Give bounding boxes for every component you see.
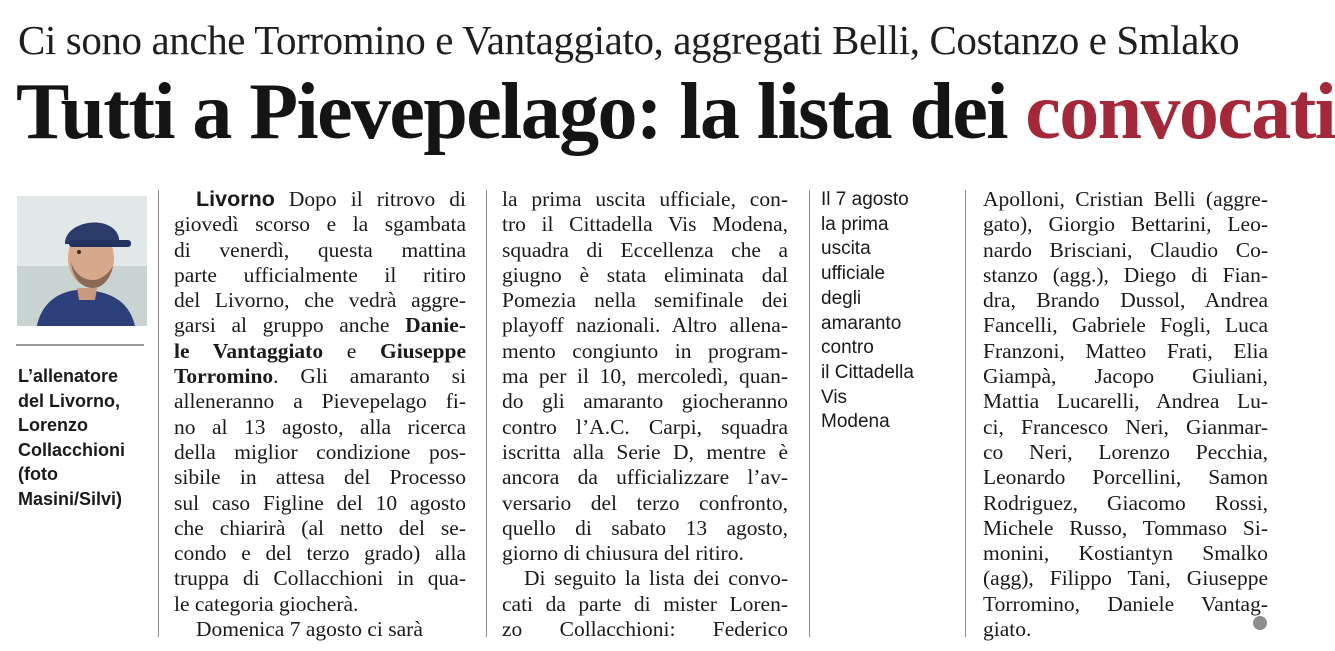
- dateline: Livorno: [196, 187, 275, 211]
- text-line: no al 13 agosto, alla ricerca: [174, 414, 466, 439]
- text-line: Torromino, Daniele Vantag-: [983, 591, 1268, 616]
- text-line: dra, Brando Dussol, Andrea: [983, 288, 1268, 313]
- end-of-article-dot: [1253, 616, 1267, 630]
- text-line: gato), Giorgio Bettarini, Leo-: [983, 212, 1268, 237]
- column-divider: [158, 190, 159, 637]
- player-name: Torromino: [174, 364, 274, 389]
- text-line: Rodriguez, Giacomo Rossi,: [983, 490, 1268, 515]
- text-line: ci, Francesco Neri, Gianmar-: [983, 414, 1268, 439]
- column-divider: [809, 190, 810, 637]
- text-line: Giampà, Jacopo Giuliani,: [983, 364, 1268, 389]
- sidebar-highlight: [821, 188, 914, 435]
- text-line: monini, Kostiantyn Smalko: [983, 541, 1268, 566]
- text-line: cati da parte di mister Loren-: [502, 591, 788, 616]
- article-column-2: [502, 187, 788, 642]
- text-line: le Vantaggiato e Giuseppe: [174, 338, 466, 363]
- sidebar-line: il Cittadella: [821, 361, 914, 383]
- sidebar-line: ufficiale: [821, 263, 886, 285]
- sidebar-line: Vis: [821, 386, 848, 408]
- text-line: la prima uscita ufficiale, con-: [502, 187, 788, 211]
- text-line: sul caso Figline del 10 agosto: [174, 490, 466, 515]
- sidebar-line: uscita: [821, 238, 871, 260]
- text-line: quello di sabato 13 agosto,: [502, 515, 788, 540]
- sidebar-line: amaranto: [821, 312, 902, 334]
- column-divider: [965, 190, 966, 637]
- text-line: mento congiunto in program-: [502, 338, 788, 363]
- coach-portrait-image: [17, 196, 147, 326]
- column-divider: [486, 190, 487, 637]
- text-line: (agg), Filippo Tani, Giuseppe: [983, 566, 1268, 591]
- text-line: della miglior condizione pos-: [174, 439, 466, 464]
- text-line: Leonardo Porcellini, Samon: [983, 465, 1268, 490]
- text-line: stanzo (agg.), Diego di Fian-: [983, 262, 1268, 287]
- text-line: Fancelli, Gabriele Fogli, Luca: [983, 313, 1268, 338]
- text-line: Mattia Lucarelli, Andrea Lu-: [983, 389, 1268, 414]
- caption-line: (foto: [18, 464, 58, 484]
- text-line: che chiarirà (al netto del se-: [174, 515, 466, 540]
- article-column-3: [983, 187, 1268, 642]
- player-name: Giuseppe: [379, 338, 466, 363]
- text-line: giovedì scorso e la sgambata: [174, 212, 466, 237]
- sidebar-line: Il 7 agosto: [821, 189, 909, 210]
- caption-line: del Livorno,: [18, 390, 121, 411]
- text-line: Torromino. Gli amaranto si: [174, 364, 466, 389]
- caption-line: L’allenatore: [18, 366, 119, 386]
- text-line: Domenica 7 agosto ci sarà: [196, 617, 423, 642]
- text-line: le categoria giocherà.: [174, 591, 359, 616]
- text-line: playoff nazionali. Altro allena-: [502, 313, 788, 338]
- player-name: le Vantaggiato: [174, 338, 324, 363]
- text-line: Di seguito la lista dei convo-: [524, 566, 788, 591]
- text-line: versario del terzo confronto,: [502, 490, 788, 515]
- text-line: parte ufficialmente il ritiro: [174, 262, 466, 287]
- text-line: condo e del terzo grado) alla: [174, 541, 466, 566]
- text-line: ma per il 10, mercoledì, quan-: [502, 364, 788, 389]
- text-line: sibile in attesa del Processo: [174, 465, 466, 490]
- text-line: iscritta alla Serie D, mentre è: [502, 439, 788, 464]
- headline: [16, 66, 1335, 158]
- sidebar-line: contro: [821, 337, 874, 359]
- text-line: nardo Brisciani, Claudio Co-: [983, 237, 1268, 262]
- text-line: di venerdì, questa mattina: [174, 237, 466, 262]
- sidebar-line: Modena: [821, 411, 890, 433]
- text-line: giugno è stata eliminata dal: [502, 262, 788, 287]
- caption-line: Collacchioni: [18, 439, 126, 460]
- text-line: giato.: [983, 617, 1032, 642]
- text-line: Livorno Dopo il ritrovo di: [174, 187, 466, 212]
- text-line: Michele Russo, Tommaso Si-: [983, 515, 1268, 540]
- text-line: tro il Cittadella Vis Modena,: [502, 212, 788, 237]
- text-line: truppa di Collacchioni in qua-: [174, 566, 466, 591]
- text-line: giorno di chiusura del ritiro.: [502, 541, 744, 566]
- headline-main: Tutti a Pievepelago: la lista dei: [16, 68, 1026, 156]
- text-line: do gli amaranto giocheranno: [502, 389, 788, 414]
- sidebar-line: degli: [821, 287, 862, 309]
- text-line: squadra di Eccellenza che a: [502, 237, 788, 262]
- article-column-1: [174, 187, 466, 642]
- caption-line: Masini/Silvi): [18, 488, 123, 509]
- text-line: Apolloni, Cristian Belli (aggre-: [983, 187, 1268, 211]
- caption-line: Lorenzo: [18, 415, 88, 435]
- sidebar-line: la prima: [821, 213, 889, 235]
- text-line: Pomezia nella semifinale dei: [502, 288, 788, 313]
- text-line: Franzoni, Matteo Frati, Elia: [983, 338, 1268, 363]
- text-line: co Neri, Lorenzo Pecchia,: [983, 439, 1268, 464]
- text-line: ancora da ufficializzare l’av-: [502, 465, 788, 490]
- coach-photo: [17, 196, 147, 326]
- text-line: del Livorno, che vedrà aggre-: [174, 288, 466, 313]
- text-line: zo Collacchioni: Federico: [502, 617, 788, 642]
- player-name: Danie-: [405, 313, 466, 338]
- kicker-subtitle: Ci sono anche Torromino e Vantaggiato, aggregati Belli, Costanzo e Smlako: [18, 17, 1240, 63]
- text-line: garsi al gruppo anche Danie-: [174, 313, 466, 338]
- photo-caption: [18, 364, 158, 511]
- text-line: alleneranno a Pievepelago fi-: [174, 389, 466, 414]
- text-line: contro l’A.C. Carpi, squadra: [502, 414, 788, 439]
- headline-accent: convocati: [1025, 68, 1335, 156]
- caption-divider: [16, 344, 144, 346]
